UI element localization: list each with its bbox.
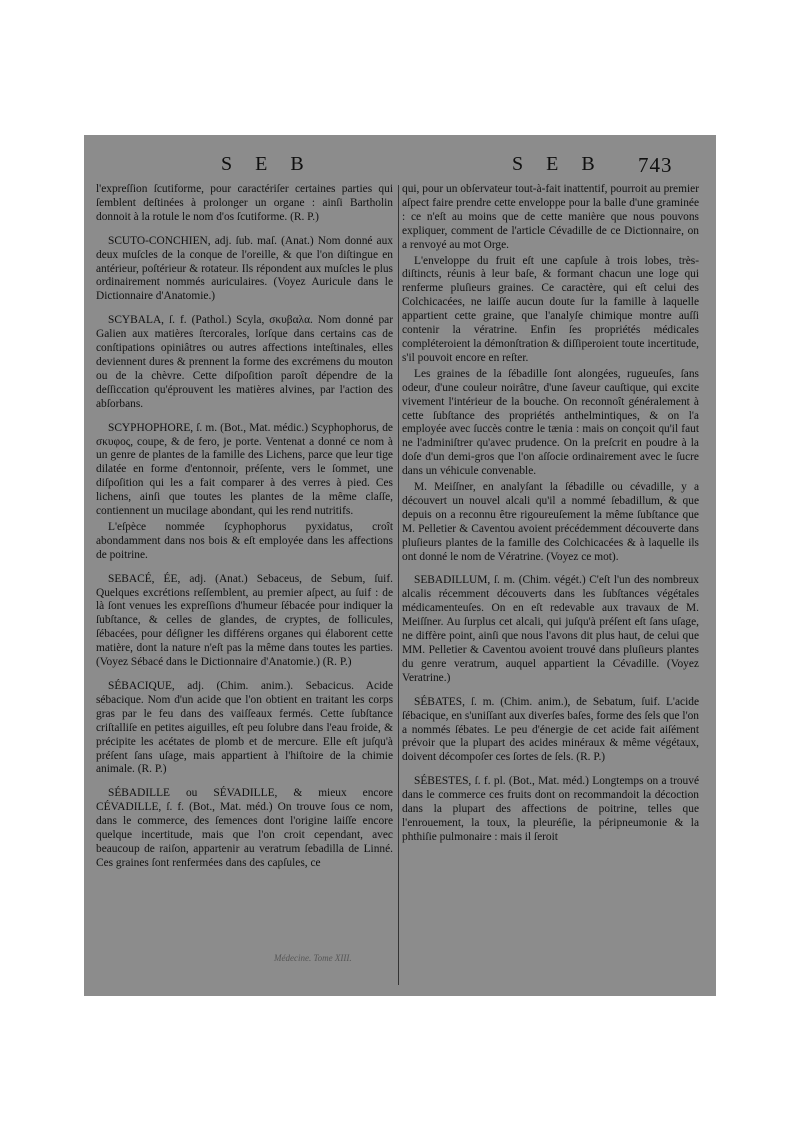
entry-sebestes: SÉBESTES, ſ. f. pl. (Bot., Mat. méd.) Longtemps on a trouvé dans le commerce ces fruits dont on recommandoit la décoction dans la plupart des affections de poitrine, telles que l'enrouement, la toux, la pleuréſie, la péripneumonie & la phthiſie pulmonaire : mais il ſeroit [402,775,699,843]
entry-sebace: SEBACÉ, ÉE, adj. (Anat.) Sebaceus, de Sebum, ſuif. Quelques excrétions reſſemblent, au premier aſpect, au ſuif : de là ſont venues les expreſſions d'humeur ſébacée pour indiquer la ſubſtance, & celles de glandes, de cryptes, de follicules, ſébacées, pour déſigner les différens organes qui élaborent cette matière, dont la nature n'eſt pas la même dans toutes les parties. (Voyez Sébacé dans le Dictionnaire d'Anatomie.) (R. P.) [96,572,393,669]
footer-signature: Médecine. Tome XIII. [274,953,352,963]
left-column [96,183,393,988]
entry-sebadillum: SEBADILLUM, ſ. m. (Chim. végét.) C'eſt l'un des nombreux alcalis récemment découverts dans les ſubſtances végétales médicamenteuſes. On en eſt redevable aux travaux de M. Meiſſner. Au ſurplus cet alcali, qui juſqu'à préſent eſt ſans uſage, ne diffère point, ainſi que nous l'avons dit plus haut, de celui que MM. Pelletier & Caventou avoient trouvé dans pluſieurs plantes du genre veratrum, auquel appartient la Cévadille. (Voyez Veratrine.) [402,574,699,684]
entry-sebacique: SÉBACIQUE, adj. (Chim. anim.). Sebacicus. Acide sébacique. Nom d'un acide que l'on obtient en traitant les corps gras par le feu dans des vaiſſeaux fermés. Cette ſubſtance criſtalliſe en petites aiguilles, eſt peu ſolubre dans l'eau froide, & précipite les acétates de plomb et de mercure. Elle eſt juſqu'à préſent ſans uſage, mais appartient à l'hiſtoire de la chimie animale. (R. P.) [96,680,393,776]
entry-scyphophore: SCYPHOPHORE, ſ. m. (Bot., Mat. médic.) Scyphophorus, de σκυφος, coupe, & de fero, je porte. Ventenat a donné ce nom à un genre de plantes de la famille des Lichens, parce que leur tige dilatée en forme d'entonnoir, préſente, vers le ſommet, une diſpoſition qui les a fait comparer à des verres à pied. Ces lichens, ainſi que toutes les plantes de la même claſſe, contiennent un mucilage abondant, qui les rend nutritifs. [96,421,393,518]
scanned-page [84,135,716,996]
paragraph: L'eſpèce nommée ſcyphophorus pyxidatus, croît abondamment dans nos bois & eſt employée dans les affections de poitrine. [96,520,393,561]
paragraph: l'expreſſion ſcutiforme, pour caractériſer certaines parties qui ſemblent deſtinées à prolonger un organe : ainſi Bartholin donnoit à la rotule le nom d'os ſcutiforme. (R. P.) [96,183,393,223]
header-left-word: S E B [221,153,313,175]
entry-sebates: SÉBATES, ſ. m. (Chim. anim.), de Sebatum, ſuif. L'acide ſébacique, en s'uniſſant aux diverſes baſes, forme des ſels que l'on a nommés ſébates. Le peu d'énergie de cet acide fait aiſément prévoir que la plupart des acides minéraux & même végétaux, doivent décompoſer ces ſortes de ſels. (R. P.) [402,695,699,764]
running-header [84,153,716,183]
column-divider [398,185,399,985]
entry-sebadille: SÉBADILLE ou SÉVADILLE, & mieux encore CÉVADILLE, ſ. f. (Bot., Mat. méd.) On trouve ſous ce nom, dans le commerce, des ſemences dont l'origine laiſſe encore quelque incertitude, mais que l'on croit cependant, avec beaucoup de raiſon, appartenir au veratrum ſebadilla de Linné. Ces graines ſont renfermées dans des capſules, ce [96,787,393,869]
paragraph: L'enveloppe du fruit eſt une capſule à trois lobes, très-diſtincts, réunis à leur baſe, & formant chacun une loge qui renferme pluſieurs graines. Ce caractère, qui eſt celui des Colchicacées, ne laiſſe aucun doute ſur la famille à laquelle appartient cette graine, que l'analyſe chimique montre auſſi contenir la vératrine. Enfin ſes propriétés médicales compléteroient la démonſtration & diſſiperoient toute incertitude, s'il pouvoit encore en reſter. [402,254,699,364]
paragraph: qui, pour un obſervateur tout-à-fait inattentif, pourroit au premier aſpect faire prendre cette enveloppe pour la balle d'une graminée : ce n'eſt au moins que de cette manière que nous pouvons expliquer, comment de l'article Cévadille de ce Dictionnaire, on a renvoyé au mot Orge. [402,183,699,251]
paragraph: Les graines de la ſébadille ſont alongées, rugueuſes, ſans odeur, d'une couleur noirâtre, d'une ſaveur cauſtique, qui excite vivement l'intérieur de la bouche. On reconnoît généralement à cette ſubſtance des propriétés anthelmintiques, & on l'a employée avec ſuccès contre le tænia : mais on conçoit qu'il faut ne l'adminiſtrer qu'avec prudence. On la preſcrit en poudre à la doſe d'un demi-gros que l'on aſſocie ordinairement avec le ſucre dans un véhicule convenable. [402,367,699,478]
header-right-word: S E B [512,153,604,175]
right-column [402,183,699,988]
entry-scybala: SCYBALA, ſ. f. (Pathol.) Scyla, σκυβαλα. Nom donné par Galien aux matières ſtercorales, lorſque dans certains cas de conſtipations opiniâtres ou autres affections inteſtinales, elles deviennent dures & prennent la forme des excrémens du mouton ou de la chèvre. Cette diſpoſition paroît dépendre de la deſſiccation qu'éprouvent les matières alvines, par l'action des abſorbans. [96,314,393,410]
entry-scuto-conchien: SCUTO-CONCHIEN, adj. ſub. maſ. (Anat.) Nom donné aux deux muſcles de la conque de l'oreille, & que l'on diſtingue en antérieur, poſtérieur & rotateur. Ils répondent aux muſcles le plus ordinairement nommés auriculaires. (Voyez Auricule dans le Dictionnaire d'Anatomie.) [96,234,393,303]
paragraph: M. Meiſſner, en analyſant la ſébadille ou cévadille, y a découvert un nouvel alcali qu'il a nommé ſebadillum, & que depuis on a reconnu être rigoureuſement la même ſubſtance que M. Pelletier & Caventou avoient précédemment découverte dans pluſieurs plantes de la famille des Colchicacées & à laquelle ils ont donné le nom de Vératrine. (Voyez ce mot). [402,481,699,563]
page-number: 743 [638,153,673,177]
